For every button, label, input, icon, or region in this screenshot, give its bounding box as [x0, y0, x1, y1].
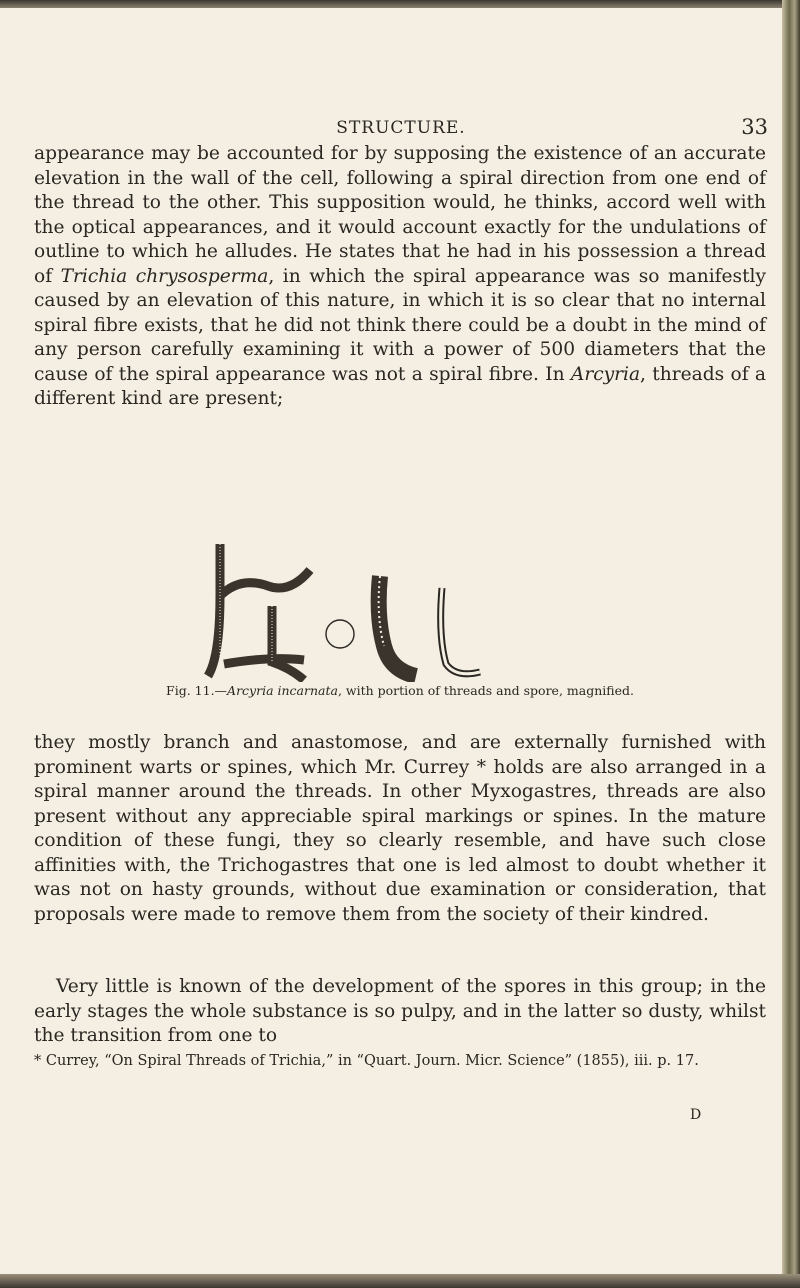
para1-text-c: , threads of a different kind are present;: [34, 363, 766, 409]
spiny-thread-drawing: [379, 576, 416, 676]
book-spine-edge: [782, 0, 800, 1288]
figure-11-illustration: [180, 536, 560, 682]
para1-text-b: , in which the spiral appearance was so manifestly caused by an elevation of this nature, in which it is so clear that no internal spiral fibre exists, that he did not think there could be a doubt in the mind of any person carefully examining it with a power of 500 diameters that the cause of the spiral appearance was not a spiral fibre. In: [34, 265, 766, 385]
page-number: 33: [741, 115, 768, 139]
paragraph-1: [34, 142, 766, 412]
caption-species: Arcyria incarnata: [227, 683, 338, 698]
para1-genus: Trichia chrysosperma: [60, 265, 269, 287]
spore-drawing: [326, 620, 354, 648]
para1-text-a: appearance may be accounted for by supposing the existence of an accurate elevation in the wall of the cell, following a spiral direction from one end of the thread to the other. This supposition would, he thinks, accord well with the optical appearances, and it would account exactly for the undulations of outline to which he alludes. He states that he had in his possession a thread of: [34, 143, 766, 287]
page-bottom-edge: [0, 1274, 800, 1288]
caption-suffix: , with portion of threads and spore, magnified.: [337, 683, 634, 698]
branched-thread-drawing: [208, 544, 310, 680]
page-top-edge: [0, 0, 800, 8]
caption-prefix: Fig. 11.—: [166, 683, 228, 698]
para1-genus2: Arcyria: [570, 363, 641, 385]
paragraph-2: they mostly branch and anastomose, and are externally furnished with prominent warts or spines, which Mr. Currey * holds are also arranged in a spiral manner around the threads. In other Myxogastres, threads are also present without any appreciable spiral markings or spines. In the mature condition of these fungi, they so clearly resemble, and have such close affinities with, the Trichogastres that one is led almost to doubt whether it was not on hasty grounds, without due examination or consideration, that proposals were made to remove them from the society of their kindred.: [34, 732, 766, 925]
paragraph-3: Very little is known of the development of the spores in this group; in the early stages the whole substance is so pulpy, and in the latter so dusty, whilst the transition from one to: [34, 976, 766, 1046]
figure-caption: [34, 683, 766, 698]
footnote: * Currey, “On Spiral Threads of Trichia,” in “Quart. Journ. Micr. Science” (1855), iii. p. 17.: [34, 1053, 699, 1069]
signature-mark: D: [690, 1107, 702, 1123]
running-head: STRUCTURE.: [336, 118, 466, 138]
smooth-thread-drawing: [441, 588, 480, 674]
